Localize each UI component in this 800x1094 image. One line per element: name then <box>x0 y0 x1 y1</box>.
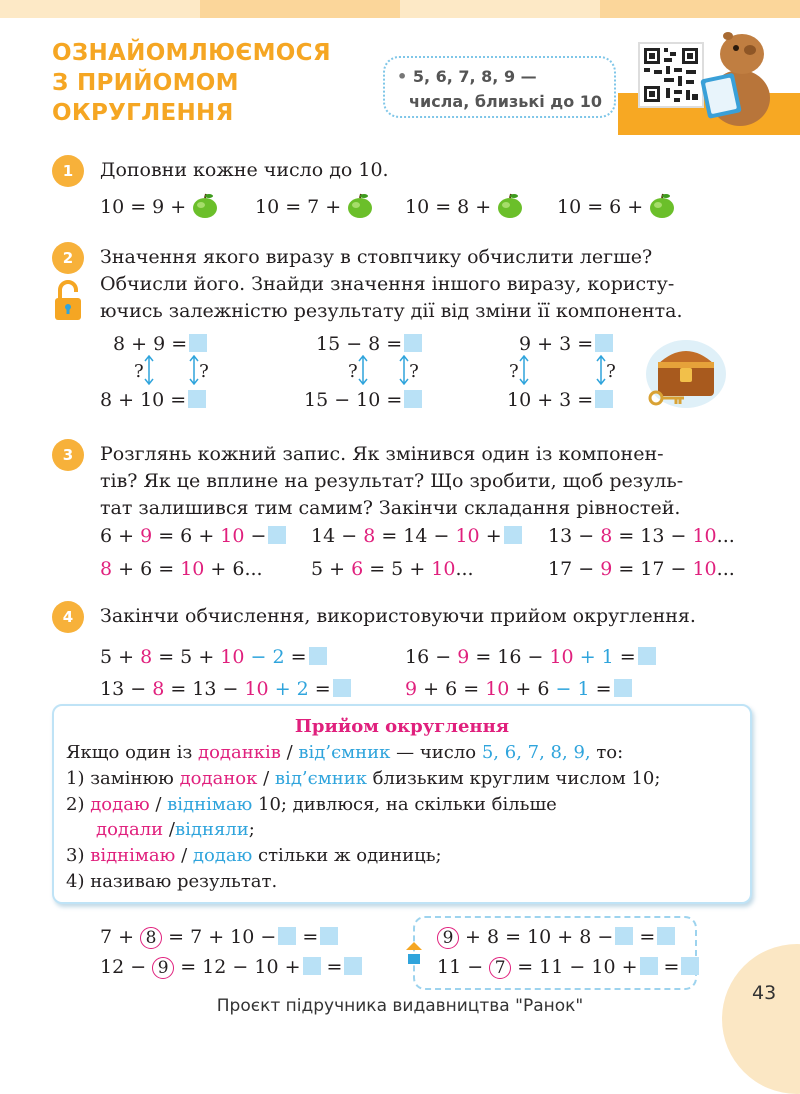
qr-code-icon[interactable] <box>638 42 704 108</box>
rule-line <box>96 819 255 840</box>
apple-icon <box>649 193 675 219</box>
task-number-badge: 4 <box>52 601 84 633</box>
task-4-equation <box>405 646 656 668</box>
topic-line-2: числа, близькі до 10 <box>409 92 603 111</box>
treasure-chest-key-illustration <box>640 334 728 412</box>
eq-part: = 5 + <box>363 558 432 580</box>
rule-line <box>66 768 660 789</box>
bottom-equation <box>437 956 699 979</box>
rule-text: / <box>257 768 275 789</box>
eq-part: = <box>613 646 636 668</box>
answer-box[interactable] <box>344 957 362 975</box>
task-2-expression-bottom <box>304 389 422 411</box>
apple-icon <box>192 193 218 219</box>
task-2-expression-top <box>113 333 207 355</box>
eq-part-blue: + 1 <box>573 646 614 668</box>
task-2-instruction-line: Значення якого виразу в стовпчику обчислити легше? <box>100 246 653 268</box>
answer-box[interactable] <box>333 679 351 697</box>
circled-number: 9 <box>152 957 174 979</box>
rule-text: / <box>175 845 193 866</box>
task-1-equation <box>255 193 373 219</box>
eq-part-blue: − 2 <box>244 646 285 668</box>
bullet-icon: • <box>397 67 408 86</box>
circled-number: 8 <box>140 927 162 949</box>
eq-part-highlight: 10 <box>692 525 717 547</box>
task-2-expression-bottom <box>507 389 613 411</box>
eq-part: = 7 + 10 − <box>162 926 277 948</box>
task-3-instruction-line: тів? Як це вплине на результат? Що зробити, щоб резуль- <box>100 470 684 492</box>
eq-part: = 17 − <box>612 558 693 580</box>
eq-part: = <box>320 956 343 978</box>
task-2-expression-top <box>316 333 422 355</box>
page-corner-shape <box>722 944 800 1094</box>
task-number-badge: 2 <box>52 242 84 274</box>
rule-text: / <box>280 742 299 763</box>
answer-box[interactable] <box>615 927 633 945</box>
eq-part: 11 − <box>437 956 490 978</box>
expression-text: 9 + 3 = <box>519 333 594 355</box>
task-3-equation <box>100 558 263 580</box>
rule-term-blue: відняли <box>174 819 249 840</box>
equation-text: 10 = 8 + <box>405 196 492 218</box>
eq-part-highlight: 8 <box>600 525 613 547</box>
eq-part-highlight: 9 <box>600 558 613 580</box>
eq-part: + 6 <box>509 678 556 700</box>
eq-part-highlight: 8 <box>140 646 153 668</box>
eq-part: 14 − <box>311 525 364 547</box>
eq-part: = <box>284 646 307 668</box>
answer-box[interactable] <box>320 927 338 945</box>
strip-segment <box>200 0 400 18</box>
rule-term-blue: від’ємник <box>298 742 391 763</box>
eq-part: = <box>633 926 656 948</box>
eq-part: ... <box>716 558 735 580</box>
eq-part: ... <box>455 558 474 580</box>
eq-part-highlight: 10 <box>244 678 269 700</box>
task-3-equation <box>100 525 286 547</box>
eq-part: ... <box>716 525 735 547</box>
question-mark: ? <box>199 361 209 382</box>
eq-part-highlight: 8 <box>100 558 113 580</box>
question-mark: ? <box>134 361 144 382</box>
eq-part: 13 − <box>548 525 601 547</box>
double-arrow-icon <box>189 355 199 385</box>
answer-box[interactable] <box>681 957 699 975</box>
rule-text: 3) <box>66 845 91 866</box>
expression-text: 10 + 3 = <box>507 389 594 411</box>
bottom-equation <box>437 926 675 949</box>
rule-text: / <box>149 794 168 815</box>
eq-part-highlight: 8 <box>363 525 376 547</box>
eq-part: = 13 − <box>612 525 693 547</box>
task-4-equation <box>405 678 632 700</box>
double-arrow-icon <box>596 355 606 385</box>
answer-box[interactable] <box>303 957 321 975</box>
eq-part: = 16 − <box>469 646 550 668</box>
lesson-topic-box <box>383 56 616 118</box>
task-number-badge: 3 <box>52 439 84 471</box>
eq-part: 5 + <box>100 646 141 668</box>
comparison-arrows <box>348 355 419 385</box>
rule-line <box>66 794 557 815</box>
task-4-equation <box>100 678 351 700</box>
expression-text: 8 + 10 = <box>100 389 187 411</box>
equation-text: 10 = 6 + <box>557 196 644 218</box>
rule-text: 2) <box>66 794 91 815</box>
question-mark: ? <box>348 361 358 382</box>
rule-term-blue: 5, 6, 7, 8, 9, <box>481 742 591 763</box>
eq-part-highlight: 9 <box>405 678 418 700</box>
eq-part-highlight: 9 <box>457 646 470 668</box>
rule-text: — число <box>390 742 482 763</box>
eq-part-highlight: 8 <box>152 678 165 700</box>
rule-title: Прийом округлення <box>294 716 510 737</box>
apple-icon <box>347 193 373 219</box>
page-number: 43 <box>752 982 777 1004</box>
eq-part: 6 + <box>100 525 141 547</box>
rule-text: близьким круглим числом 10; <box>366 768 661 789</box>
rule-text: Якщо один із <box>66 742 199 763</box>
answer-box[interactable] <box>640 957 658 975</box>
answer-box[interactable] <box>404 390 422 408</box>
answer-box[interactable] <box>189 334 207 352</box>
answer-box[interactable] <box>309 647 327 665</box>
eq-part-highlight: 10 <box>431 558 456 580</box>
eq-part-blue: − 1 <box>555 678 590 700</box>
task-1-equation <box>100 193 218 219</box>
eq-part: = 11 − 10 + <box>511 956 638 978</box>
task-3-instruction-line: Розглянь кожний запис. Як змінився один із компонен- <box>100 443 664 465</box>
rule-box <box>52 704 752 904</box>
equation-text: 10 = 7 + <box>255 196 342 218</box>
answer-box[interactable] <box>188 390 206 408</box>
eq-part: = <box>308 678 331 700</box>
lesson-title <box>52 38 352 128</box>
eq-part-highlight: 10 <box>180 558 205 580</box>
rule-text: стільки ж одиниць; <box>252 845 442 866</box>
eq-part: = 6 + <box>152 525 221 547</box>
answer-box[interactable] <box>657 927 675 945</box>
strip-segment <box>0 0 200 18</box>
expression-text: 15 − 10 = <box>304 389 403 411</box>
strip-segment <box>600 0 800 18</box>
eq-part: 7 + <box>100 926 141 948</box>
rule-line: 4) називаю результат. <box>66 871 278 892</box>
rule-term-pink: віднімаю <box>90 845 176 866</box>
bottom-equation <box>100 956 362 979</box>
eq-part-highlight: 10 <box>549 646 574 668</box>
question-mark: ? <box>409 361 419 382</box>
apple-icon <box>497 193 523 219</box>
rule-term-pink: додаю <box>90 794 150 815</box>
eq-part: = <box>589 678 612 700</box>
rule-line <box>66 845 442 866</box>
eq-part: + 6 = <box>417 678 486 700</box>
task-1-instruction: Доповни кожне число до 10. <box>100 159 389 181</box>
task-2-instruction-line: Обчисли його. Знайди значення іншого виразу, користу- <box>100 273 675 295</box>
task-3-instruction-line: тат залишився тим самим? Закінчи складання рівностей. <box>100 497 681 519</box>
answer-box[interactable] <box>268 526 286 544</box>
rule-term-pink: додали <box>96 819 164 840</box>
eq-part: − <box>244 525 267 547</box>
task-2-expression-top <box>519 333 613 355</box>
rule-text: ; <box>248 819 255 840</box>
answer-box[interactable] <box>638 647 656 665</box>
double-arrow-icon <box>519 355 529 385</box>
eq-part: + 6... <box>204 558 263 580</box>
eq-part-highlight: 10 <box>455 525 480 547</box>
answer-box[interactable] <box>278 927 296 945</box>
rule-term-blue: від’ємник <box>274 768 367 789</box>
eq-part: 12 − <box>100 956 153 978</box>
house-icon <box>404 940 424 968</box>
task-4-instruction: Закінчи обчислення, використовуючи прийом округлення. <box>100 605 696 627</box>
comparison-arrows <box>509 355 616 385</box>
task-number-badge: 1 <box>52 155 84 187</box>
eq-part: 16 − <box>405 646 458 668</box>
lesson-title-line: ОЗНАЙОМЛЮЄМОСЯ <box>52 40 331 66</box>
capybara-reading-illustration <box>700 28 772 128</box>
eq-part: 5 + <box>311 558 352 580</box>
eq-part-highlight: 9 <box>140 525 153 547</box>
answer-box[interactable] <box>504 526 522 544</box>
rule-text: / <box>163 819 175 840</box>
lesson-title-line: ОКРУГЛЕННЯ <box>52 100 234 126</box>
eq-part: = 5 + <box>152 646 221 668</box>
rule-term-pink: доданок <box>179 768 258 789</box>
footer-publisher-note: Проєкт підручника видавництва "Ранок" <box>216 996 584 1016</box>
eq-part: + 6 = <box>112 558 181 580</box>
comparison-arrows <box>134 355 209 385</box>
eq-part: + 8 = 10 + 8 − <box>459 926 614 948</box>
task-2-instruction-line: ючись залежністю результату дії від зміни її компонента. <box>100 300 683 322</box>
rule-term-pink: доданків <box>198 742 281 763</box>
lesson-title-line: З ПРИЙОМОМ <box>52 70 239 96</box>
task-1-equation <box>405 193 523 219</box>
double-arrow-icon <box>399 355 409 385</box>
eq-part: = 13 − <box>164 678 245 700</box>
double-arrow-icon <box>144 355 154 385</box>
circled-number: 7 <box>489 957 511 979</box>
eq-part-blue: + 2 <box>268 678 309 700</box>
task-3-equation <box>548 525 735 547</box>
answer-box[interactable] <box>614 679 632 697</box>
eq-part-highlight: 10 <box>485 678 510 700</box>
question-mark: ? <box>606 361 616 382</box>
eq-part: = <box>657 956 680 978</box>
eq-part-highlight: 10 <box>220 525 245 547</box>
eq-part: 17 − <box>548 558 601 580</box>
double-arrow-icon <box>358 355 368 385</box>
eq-part: = 14 − <box>375 525 456 547</box>
rule-text: то: <box>590 742 624 763</box>
task-3-equation <box>548 558 735 580</box>
rule-line <box>66 742 623 763</box>
top-color-strip <box>0 0 800 18</box>
answer-box[interactable] <box>595 390 613 408</box>
answer-box[interactable] <box>595 334 613 352</box>
expression-text: 15 − 8 = <box>316 333 403 355</box>
task-2-expression-bottom <box>100 389 206 411</box>
rule-text: 1) замінюю <box>66 768 180 789</box>
equation-text: 10 = 9 + <box>100 196 187 218</box>
task-3-equation <box>311 525 522 547</box>
rule-text: 10; дивлюся, на скільки більше <box>252 794 557 815</box>
eq-part-highlight: 6 <box>351 558 364 580</box>
padlock-icon <box>53 278 83 326</box>
eq-part: 13 − <box>100 678 153 700</box>
rule-term-blue: віднімаю <box>167 794 253 815</box>
rule-term-blue: додаю <box>192 845 253 866</box>
eq-part-highlight: 10 <box>220 646 245 668</box>
eq-part: = 12 − 10 + <box>174 956 301 978</box>
strip-segment <box>400 0 600 18</box>
bottom-equation <box>100 926 338 949</box>
task-3-equation <box>311 558 474 580</box>
eq-part: = <box>296 926 319 948</box>
task-1-equation <box>557 193 675 219</box>
task-4-equation <box>100 646 327 668</box>
answer-box[interactable] <box>404 334 422 352</box>
eq-part-highlight: 10 <box>692 558 717 580</box>
question-mark: ? <box>509 361 519 382</box>
circled-number: 9 <box>437 927 459 949</box>
expression-text: 8 + 9 = <box>113 333 188 355</box>
topic-line-1: 5, 6, 7, 8, 9 — <box>412 67 537 86</box>
eq-part: + <box>479 525 502 547</box>
